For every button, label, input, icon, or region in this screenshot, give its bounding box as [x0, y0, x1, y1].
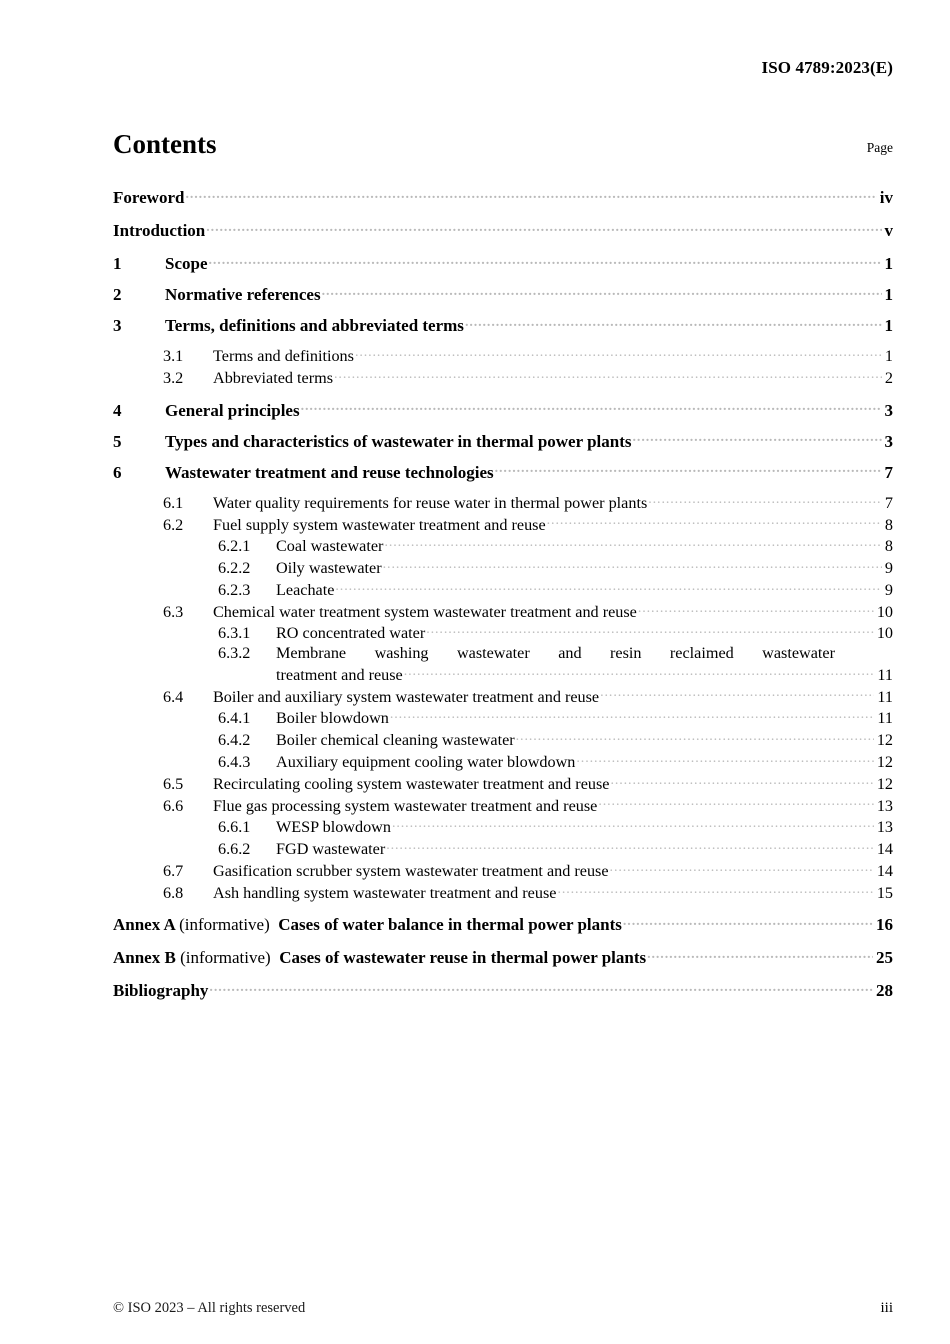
- dot-leader: [610, 773, 873, 789]
- toc-entry-page: 7: [884, 493, 893, 512]
- annex-entry[interactable]: [113, 946, 893, 968]
- toc-entry-title: Gasification scrubber system wastewater treatment and reuse: [213, 861, 609, 880]
- toc-entry-title: Oily wastewater: [276, 559, 382, 578]
- toc-entry-title: Wastewater treatment and reuse technologies: [165, 462, 494, 482]
- toc-entry-page: 13: [876, 796, 893, 815]
- dot-leader: [209, 252, 882, 269]
- toc-entry-number: 6.4.3: [218, 752, 251, 771]
- page-number: iii: [880, 1300, 893, 1316]
- toc-entry-number: 2: [113, 285, 122, 304]
- toc-entry-page: 3: [884, 400, 893, 420]
- dot-leader: [404, 664, 875, 680]
- dot-leader: [335, 579, 882, 595]
- toc-entry[interactable]: [113, 367, 893, 389]
- toc-entry-page: 9: [884, 559, 893, 578]
- toc-entry-number: 6.3: [163, 602, 184, 621]
- toc-entry-number: 6.2.1: [218, 537, 251, 556]
- toc-entry[interactable]: [113, 283, 893, 305]
- dot-leader: [598, 794, 873, 810]
- toc-entry-page: 1: [884, 285, 893, 304]
- toc-entry-number: 6.4.2: [218, 731, 251, 750]
- toc-entry[interactable]: [113, 430, 893, 452]
- toc-entry-page: 10: [876, 602, 893, 621]
- toc-entry[interactable]: [113, 314, 893, 336]
- toc-entry-title: Recirculating cooling system wastewater treatment and reuse: [213, 774, 610, 793]
- toc-entry[interactable]: [113, 881, 893, 903]
- dot-leader: [209, 979, 873, 996]
- toc-entry-number: 1: [113, 254, 122, 273]
- dot-leader: [206, 219, 881, 236]
- dot-leader: [610, 860, 874, 876]
- toc-entry-title: Boiler blowdown: [276, 709, 389, 728]
- toc-entry-title: Terms, definitions and abbreviated terms: [165, 316, 464, 335]
- toc-entry-page: 3: [884, 431, 893, 451]
- dot-leader: [383, 557, 882, 573]
- toc-entry-number: 6.7: [163, 861, 184, 880]
- toc-entry-number: 6.4.1: [218, 709, 251, 728]
- annex-title: Cases of wastewater reuse in thermal power plants: [270, 948, 647, 968]
- toc-entry-page: 14: [876, 840, 893, 859]
- toc-entry[interactable]: [113, 186, 893, 208]
- bibliography-page: 28: [876, 981, 893, 1001]
- annex-title: Cases of water balance in thermal power plants: [269, 915, 622, 935]
- bibliography-title: Bibliography: [113, 981, 209, 1001]
- toc-entry[interactable]: [113, 751, 893, 773]
- toc-entry-number: 6.5: [163, 774, 184, 793]
- dot-leader: [648, 492, 882, 508]
- toc-entry-page: 1: [884, 316, 893, 335]
- annex-label: Annex A: [113, 915, 180, 935]
- toc-entry-title: Leachate: [276, 580, 335, 599]
- toc-entry-title: RO concentrated water: [276, 624, 426, 643]
- toc-entry-number: 6: [113, 462, 122, 482]
- toc-entry[interactable]: [113, 816, 893, 838]
- toc-entry[interactable]: [113, 644, 893, 685]
- toc-entry-page: 1: [884, 254, 893, 273]
- toc-entry-number: 6.6.1: [218, 818, 251, 837]
- toc-entry-title: Water quality requirements for reuse water in thermal power plants: [213, 493, 648, 512]
- toc-entry[interactable]: [113, 513, 893, 535]
- toc-entry-number: 4: [113, 400, 122, 420]
- toc-entry[interactable]: [113, 729, 893, 751]
- toc-entry-title: Terms and definitions: [213, 347, 354, 366]
- annex-label: Annex B: [113, 948, 181, 968]
- toc-entry-title: Chemical water treatment system wastewater treatment and reuse: [213, 602, 637, 621]
- toc-entry-page: 15: [876, 883, 893, 902]
- toc-entry-title: Boiler and auxiliary system wastewater treatment and reuse: [213, 687, 600, 706]
- dot-leader: [600, 685, 874, 701]
- toc-entry-title: WESP blowdown: [276, 818, 391, 837]
- page-title: Contents: [113, 129, 217, 159]
- table-of-contents: [113, 186, 893, 1012]
- toc-entry[interactable]: [113, 219, 893, 241]
- dot-leader: [495, 461, 882, 478]
- toc-entry-title-line2: treatment and reuse: [276, 665, 403, 684]
- toc-entry-title: Ash handling system wastewater treatment and reuse: [213, 883, 557, 902]
- toc-entry-number: 3.2: [163, 368, 184, 387]
- toc-entry-page: 11: [877, 687, 893, 706]
- toc-entry-page: 12: [876, 752, 893, 771]
- toc-entry-title: Foreword: [113, 188, 185, 207]
- toc-entry-number: 3: [113, 316, 122, 335]
- copyright-notice: © ISO 2023 – All rights reserved: [113, 1300, 306, 1316]
- dot-leader: [557, 881, 873, 897]
- toc-entry-page: 10: [876, 624, 893, 643]
- page-column-label: Page: [866, 140, 893, 155]
- annex-qualifier: (informative): [180, 948, 271, 968]
- toc-entry-page: iv: [879, 188, 893, 207]
- dot-leader: [384, 535, 881, 551]
- toc-entry[interactable]: [113, 600, 893, 622]
- toc-entry-title: Boiler chemical cleaning wastewater: [276, 731, 515, 750]
- toc-entry[interactable]: [113, 252, 893, 274]
- toc-entry[interactable]: [113, 860, 893, 882]
- toc-entry-number: 6.2.3: [218, 580, 251, 599]
- annex-qualifier: (informative): [179, 915, 270, 935]
- toc-entry-page: 7: [884, 462, 893, 482]
- annex-entry[interactable]: [113, 913, 893, 935]
- contents-header: [113, 128, 893, 162]
- dot-leader: [392, 816, 874, 832]
- toc-entry-title: Scope: [165, 254, 208, 273]
- annex-entry-page: 25: [876, 948, 893, 968]
- annex-entry-title: [113, 915, 622, 935]
- toc-entry-page: 8: [884, 515, 893, 534]
- toc-entry-number: 6.6: [163, 796, 184, 815]
- dot-leader: [390, 707, 875, 723]
- dot-leader: [623, 913, 873, 930]
- toc-entry[interactable]: [113, 345, 893, 367]
- toc-entry-number: 6.2: [163, 515, 184, 534]
- toc-entry-title: Auxiliary equipment cooling water blowdown: [276, 752, 576, 771]
- toc-entry-number: 6.6.2: [218, 840, 251, 859]
- annex-entry-page: 16: [876, 915, 893, 935]
- toc-entry-title: General principles: [165, 400, 300, 420]
- toc-entry[interactable]: [113, 579, 893, 601]
- dot-leader: [633, 430, 882, 447]
- toc-entry[interactable]: [113, 557, 893, 579]
- toc-entry[interactable]: [113, 622, 893, 644]
- toc-entry-page: 9: [884, 580, 893, 599]
- toc-entry-page: 8: [884, 537, 893, 556]
- toc-entry-number: 6.2.2: [218, 559, 251, 578]
- dot-leader: [334, 367, 882, 383]
- toc-entry-page: 2: [884, 368, 893, 387]
- toc-entry-title: Coal wastewater: [276, 537, 384, 556]
- toc-entry-page: 11: [877, 709, 893, 728]
- dot-leader: [426, 622, 874, 638]
- dot-leader: [465, 314, 882, 331]
- toc-entry-number: 6.3.2: [218, 644, 251, 663]
- dot-leader: [516, 729, 874, 745]
- toc-entry[interactable]: [113, 399, 893, 421]
- toc-entry[interactable]: [113, 461, 893, 483]
- dot-leader: [301, 399, 882, 416]
- toc-entry-number: 6.3.1: [218, 624, 251, 643]
- annex-entry-title: [113, 948, 646, 968]
- toc-entry-page: 14: [876, 861, 893, 880]
- toc-entry[interactable]: [113, 838, 893, 860]
- toc-entry-page: 13: [876, 818, 893, 837]
- dot-leader: [386, 838, 874, 854]
- dot-leader: [638, 600, 874, 616]
- toc-entry-page: 11: [877, 665, 893, 684]
- dot-leader: [647, 946, 873, 963]
- toc-entry-number: 5: [113, 431, 122, 451]
- toc-entry[interactable]: [113, 492, 893, 514]
- toc-entry-title: Normative references: [165, 285, 321, 304]
- toc-entry-title: Flue gas processing system wastewater treatment and reuse: [213, 796, 598, 815]
- dot-leader: [355, 345, 882, 361]
- dot-leader: [322, 283, 882, 300]
- toc-entry-number: 6.8: [163, 883, 184, 902]
- toc-entry-title-line1: Membrane washing wastewater and resin reclaimed wastewater: [276, 644, 835, 663]
- toc-entry-title: Abbreviated terms: [213, 368, 334, 387]
- running-head: ISO 4789:2023(E): [761, 58, 893, 77]
- toc-entry-number: 3.1: [163, 347, 184, 366]
- toc-entry[interactable]: [113, 707, 893, 729]
- toc-entry-title: FGD wastewater: [276, 840, 386, 859]
- toc-entry-number: 6.4: [163, 687, 184, 706]
- dot-leader: [185, 186, 876, 203]
- toc-entry-title: Fuel supply system wastewater treatment and reuse: [213, 515, 546, 534]
- bibliography-entry[interactable]: [113, 979, 893, 1001]
- dot-leader: [576, 751, 873, 767]
- toc-entry-page: v: [884, 221, 893, 240]
- toc-entry-page: 1: [884, 347, 893, 366]
- toc-entry[interactable]: [113, 535, 893, 557]
- toc-entry-page: 12: [876, 774, 893, 793]
- toc-entry[interactable]: [113, 794, 893, 816]
- toc-entry[interactable]: [113, 685, 893, 707]
- toc-entry[interactable]: [113, 773, 893, 795]
- page-footer: [113, 1299, 893, 1317]
- toc-entry-title: Introduction: [113, 221, 206, 240]
- dot-leader: [547, 513, 882, 529]
- toc-entry-number: 6.1: [163, 493, 184, 512]
- toc-entry-title: Types and characteristics of wastewater in thermal power plants: [165, 431, 632, 451]
- toc-entry-page: 12: [876, 731, 893, 750]
